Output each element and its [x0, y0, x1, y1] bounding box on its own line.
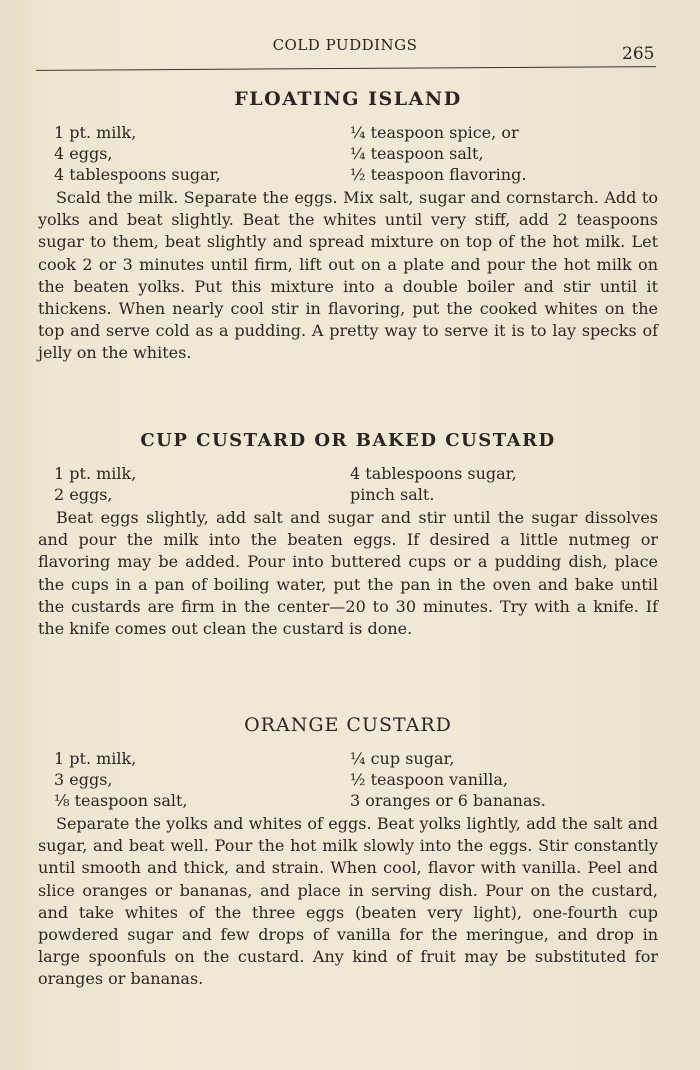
- ingredient-item: ¼ teaspoon salt,: [350, 144, 484, 163]
- recipe-cup-custard: [38, 430, 658, 640]
- ingredient-list: [38, 748, 658, 811]
- ingredient-column-right: [350, 463, 658, 505]
- ingredient-item: 4 eggs,: [54, 144, 113, 163]
- page-number: 265: [622, 44, 655, 64]
- ingredient-item: 4 tablespoons sugar,: [54, 165, 221, 184]
- ingredient-item: ¼ teaspoon spice, or: [350, 123, 519, 142]
- ingredient-column-left: [38, 122, 350, 185]
- ingredient-item: ¼ cup sugar,: [350, 749, 455, 768]
- ingredient-column-left: [38, 748, 350, 811]
- recipe-title: CUP CUSTARD OR BAKED CUSTARD: [140, 430, 556, 451]
- ingredient-column-right: [350, 748, 658, 811]
- ingredient-item: 3 oranges or 6 bananas.: [350, 791, 546, 810]
- recipe-method: Scald the milk. Separate the eggs. Mix salt, sugar and cornstarch. Add to yolks and beat slightly. Beat the whites until very stiff, add 2 teaspoons sugar to them, beat slightly and spread mixture on top of the hot milk. Let cook 2 or 3 minutes until firm, lift out on a plate and pour the hot milk on the beaten yolks. Put this mixture into a double boiler and stir until it thickens. When nearly cool stir in flavoring, put the cooked whites on the top and serve cold as a pudding. A pretty way to serve it is to lay specks of jelly on the whites.: [38, 188, 658, 363]
- ingredient-item: 1 pt. milk,: [54, 749, 137, 768]
- ingredient-list: [38, 463, 658, 505]
- ingredient-column-right: [350, 122, 658, 185]
- ingredient-item: 1 pt. milk,: [54, 123, 137, 142]
- recipe-method: Beat eggs slightly, add salt and sugar and stir until the sugar dissolves and pour the milk into the beaten eggs. If desired a little nutmeg or flavoring may be added. Pour into buttered cups or a pudding dish, place the cups in a pan of boiling water, put the pan in the oven and bake until the custards are firm in the center—20 to 30 minutes. Try with a knife. If the knife comes out clean the custard is done.: [38, 508, 658, 639]
- running-head: COLD PUDDINGS: [272, 36, 418, 54]
- recipe-floating-island: [38, 88, 658, 365]
- header-rule: [36, 66, 656, 71]
- ingredient-item: 4 tablespoons sugar,: [350, 464, 517, 483]
- ingredient-item: 2 eggs,: [54, 485, 113, 504]
- ingredient-list: [38, 122, 658, 185]
- recipe-method: Separate the yolks and whites of eggs. Beat yolks lightly, add the salt and sugar, and beat well. Pour the hot milk slowly into the eggs. Stir constantly until smooth and thick, and strain. When cool, flavor with vanilla. Peel and slice oranges or bananas, and place in serving dish. Pour on the custard, and take whites of the three eggs (beaten very light), one-fourth cup powdered sugar and few drops of vanilla for the meringue, and drop in large spoonfuls on the custard. Any kind of fruit may be substituted for oranges or bananas.: [38, 814, 658, 989]
- recipe-orange-custard: [38, 714, 658, 991]
- ingredient-item: ⅛ teaspoon salt,: [54, 791, 188, 810]
- ingredient-item: 1 pt. milk,: [54, 464, 137, 483]
- recipe-title: FLOATING ISLAND: [234, 88, 462, 110]
- ingredient-item: ½ teaspoon flavoring.: [350, 165, 527, 184]
- recipe-title: ORANGE CUSTARD: [244, 714, 452, 736]
- ingredient-column-left: [38, 463, 350, 505]
- ingredient-item: 3 eggs,: [54, 770, 113, 789]
- ingredient-item: pinch salt.: [350, 485, 435, 504]
- ingredient-item: ½ teaspoon vanilla,: [350, 770, 508, 789]
